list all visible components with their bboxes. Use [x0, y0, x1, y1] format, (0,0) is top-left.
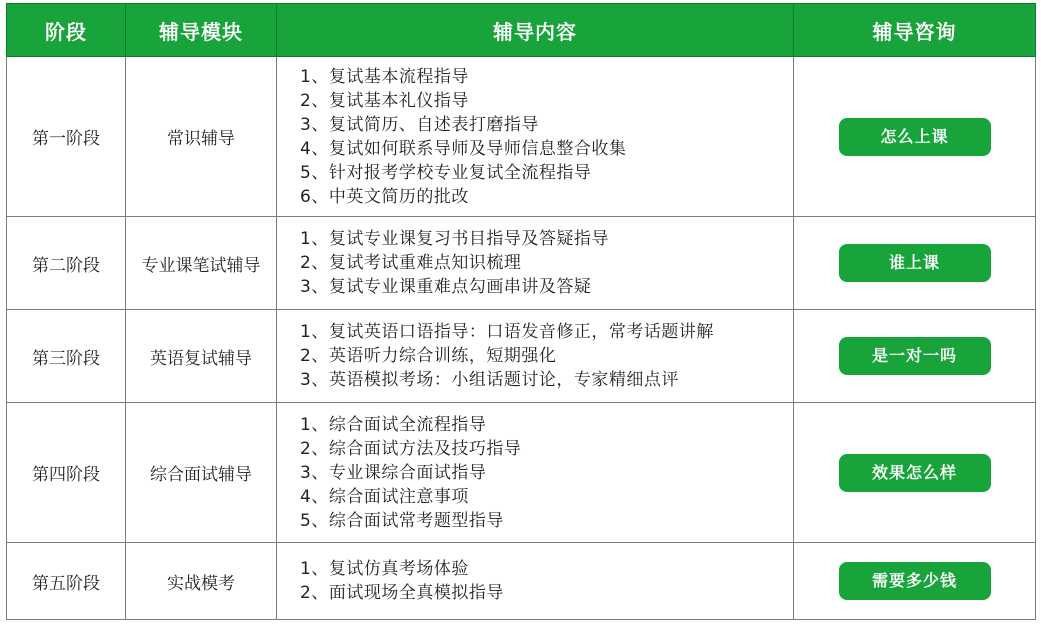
content-item: 3、专业课综合面试指导	[300, 462, 487, 483]
module-cell: 英语复试辅导	[126, 310, 277, 403]
module-cell: 常识辅导	[126, 57, 277, 217]
table-row	[7, 57, 1036, 217]
module-cell: 专业课笔试辅导	[126, 217, 277, 310]
content-item: 3、英语模拟考场：小组话题讨论，专家精细点评	[300, 370, 679, 390]
content-item: 5、综合面试常考题型指导	[300, 510, 504, 531]
content-item: 4、综合面试注意事项	[300, 486, 469, 507]
header-stage: 阶段	[7, 4, 126, 57]
content-item: 1、复试基本流程指导	[300, 66, 469, 87]
stage-cell: 第二阶段	[7, 217, 126, 310]
module-cell: 综合面试辅导	[126, 403, 277, 543]
content-cell	[277, 57, 794, 217]
header-content: 辅导内容	[277, 4, 794, 57]
content-item: 2、综合面试方法及技巧指导	[300, 438, 522, 459]
content-item: 6、中英文简历的批改	[300, 186, 469, 207]
content-item: 1、综合面试全流程指导	[300, 414, 487, 435]
table-row	[7, 543, 1036, 620]
consult-cell	[794, 403, 1036, 543]
table-row	[7, 403, 1036, 543]
one-on-one-button[interactable]: 是一对一吗	[839, 337, 991, 375]
content-item: 3、复试简历、自述表打磨指导	[300, 114, 539, 135]
content-item: 4、复试如何联系导师及导师信息整合收集	[300, 138, 627, 159]
stage-cell: 第一阶段	[7, 57, 126, 217]
content-item: 1、复试专业课复习书目指导及答疑指导	[300, 229, 609, 249]
table-row	[7, 310, 1036, 403]
table-row	[7, 217, 1036, 310]
content-cell	[277, 217, 794, 310]
stage-cell: 第三阶段	[7, 310, 126, 403]
consult-cell	[794, 310, 1036, 403]
consult-cell	[794, 57, 1036, 217]
content-cell	[277, 403, 794, 543]
consult-cell	[794, 217, 1036, 310]
content-item: 2、复试基本礼仪指导	[300, 90, 469, 111]
content-item: 3、复试专业课重难点勾画串讲及答疑	[300, 277, 592, 297]
who-teaches-button[interactable]: 谁上课	[839, 244, 991, 282]
stage-cell: 第五阶段	[7, 543, 126, 620]
header-consult: 辅导咨询	[794, 4, 1036, 57]
content-item: 1、复试仿真考场体验	[300, 559, 469, 579]
stage-cell: 第四阶段	[7, 403, 126, 543]
how-class-button[interactable]: 怎么上课	[839, 118, 991, 156]
content-item: 5、针对报考学校专业复试全流程指导	[300, 162, 592, 183]
content-item: 1、复试英语口语指导：口语发音修正，常考话题讲解	[300, 322, 714, 342]
content-cell	[277, 543, 794, 620]
content-item: 2、复试考试重难点知识梳理	[300, 253, 522, 273]
consult-cell	[794, 543, 1036, 620]
module-cell: 实战模考	[126, 543, 277, 620]
effect-button[interactable]: 效果怎么样	[839, 454, 991, 492]
header-row	[7, 4, 1036, 57]
content-item: 2、英语听力综合训练，短期强化	[300, 346, 557, 366]
content-item: 2、面试现场全真模拟指导	[300, 583, 504, 603]
coaching-table	[6, 3, 1036, 620]
price-button[interactable]: 需要多少钱	[839, 562, 991, 600]
content-cell	[277, 310, 794, 403]
header-module: 辅导模块	[126, 4, 277, 57]
